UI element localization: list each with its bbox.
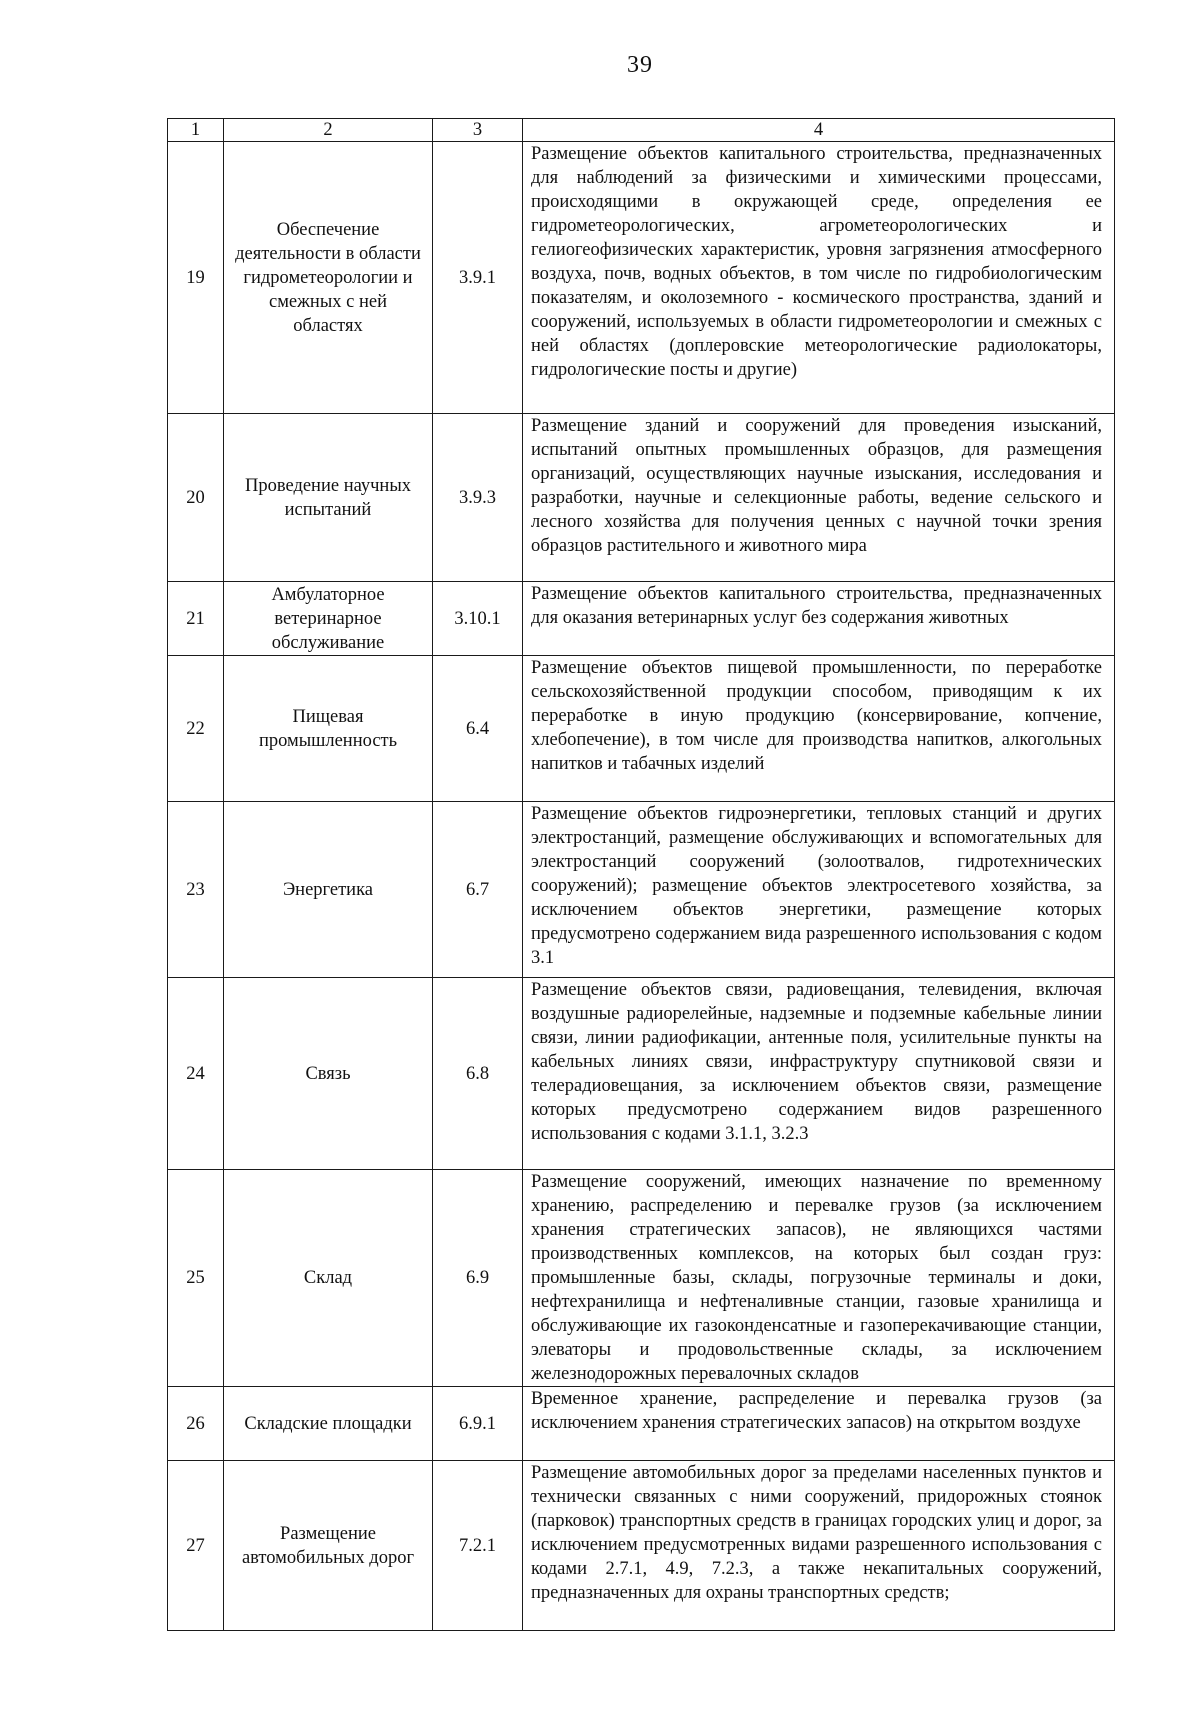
- header-cell-1: 1: [168, 119, 224, 142]
- use-type-name: Складские площадки: [224, 1387, 433, 1461]
- header-cell-4: 4: [523, 119, 1115, 142]
- use-type-description: Размещение объектов капитального строительства, предназначенных для оказания ветеринарных услуг без содержания животных: [523, 582, 1115, 656]
- row-number: 22: [168, 656, 224, 802]
- use-type-code: 6.9: [433, 1170, 523, 1387]
- use-type-code: 6.7: [433, 802, 523, 978]
- use-type-code: 3.10.1: [433, 582, 523, 656]
- use-type-code: 6.8: [433, 978, 523, 1170]
- table-row: [168, 1461, 1115, 1631]
- row-number: 26: [168, 1387, 224, 1461]
- use-type-name: Амбулаторное ветеринарное обслуживание: [224, 582, 433, 656]
- table-row: [168, 142, 1115, 414]
- use-type-code: 3.9.1: [433, 142, 523, 414]
- row-number: 19: [168, 142, 224, 414]
- use-type-description: Размещение объектов капитального строительства, предназначенных для наблюдений за физическими и химическими процессами, происходящими в окружающей среде, определения ее гидрометеорологических, агрометеорологических и гелиогеофизических характеристик, уровня загрязнения атмосферного воздуха, почв, водных объектов, в том числе по гидробиологическим показателям, и околоземного - космического пространства, зданий и сооружений, используемых в области гидрометеорологии и смежных с ней областях (доплеровские метеорологические радиолокаторы, гидрологические посты и другие): [523, 142, 1115, 414]
- use-type-description: Временное хранение, распределение и перевалка грузов (за исключением хранения стратегических запасов) на открытом воздухе: [523, 1387, 1115, 1461]
- row-number: 20: [168, 414, 224, 582]
- row-number: 23: [168, 802, 224, 978]
- row-number: 21: [168, 582, 224, 656]
- table-row: [168, 656, 1115, 802]
- use-type-name: Обеспечение деятельности в области гидрометеорологии и смежных с ней областях: [224, 142, 433, 414]
- use-type-name: Энергетика: [224, 802, 433, 978]
- use-type-description: Размещение зданий и сооружений для проведения изысканий, испытаний опытных промышленных образцов, для размещения организаций, осуществляющих научные изыскания, исследования и разработки, научные и селекционные работы, ведение сельского и лесного хозяйства для получения ценных с научной точки зрения образцов растительного и животного мира: [523, 414, 1115, 582]
- use-type-name: Проведение научных испытаний: [224, 414, 433, 582]
- row-number: 25: [168, 1170, 224, 1387]
- page-number: 39: [627, 52, 653, 78]
- use-type-name: Склад: [224, 1170, 433, 1387]
- use-type-code: 7.2.1: [433, 1461, 523, 1631]
- row-number: 24: [168, 978, 224, 1170]
- table-row: [168, 582, 1115, 656]
- use-type-code: 3.9.3: [433, 414, 523, 582]
- table-row: [168, 414, 1115, 582]
- land-use-table: [167, 118, 1115, 1631]
- table-row: [168, 1170, 1115, 1387]
- row-number: 27: [168, 1461, 224, 1631]
- use-type-description: Размещение объектов пищевой промышленности, по переработке сельскохозяйственной продукции способом, приводящим к их переработке в иную продукцию (консервирование, копчение, хлебопечение), в том числе для производства напитков, алкогольных напитков и табачных изделий: [523, 656, 1115, 802]
- header-cell-3: 3: [433, 119, 523, 142]
- use-type-description: Размещение сооружений, имеющих назначение по временному хранению, распределению и перевалке грузов (за исключением хранения стратегических запасов), не являющихся частями производственных комплексов, на которых был создан груз: промышленные базы, склады, погрузочные терминалы и доки, нефтехранилища и нефтеналивные станции, газовые хранилища и обслуживающие их газоконденсатные и газоперекачивающие станции, элеваторы и продовольственные склады, за исключением железнодорожных перевалочных складов: [523, 1170, 1115, 1387]
- use-type-name: Пищевая промышленность: [224, 656, 433, 802]
- use-type-name: Размещение автомобильных дорог: [224, 1461, 433, 1631]
- use-type-description: Размещение автомобильных дорог за пределами населенных пунктов и технически связанных с ними сооружений, придорожных стоянок (парковок) транспортных средств в границах городских улиц и дорог, за исключением предусмотренных видами разрешенного использования с кодами 2.7.1, 4.9, 7.2.3, а также некапитальных сооружений, предназначенных для охраны транспортных средств;: [523, 1461, 1115, 1631]
- table-row: [168, 978, 1115, 1170]
- header-cell-2: 2: [224, 119, 433, 142]
- table-row: [168, 1387, 1115, 1461]
- use-type-description: Размещение объектов связи, радиовещания, телевидения, включая воздушные радиорелейные, надземные и подземные кабельные линии связи, линии радиофикации, антенные поля, усилительные пункты на кабельных линиях связи, инфраструктуру спутниковой связи и телерадиовещания, за исключением объектов связи, размещение которых предусмотрено содержанием видов разрешенного использования с кодами 3.1.1, 3.2.3: [523, 978, 1115, 1170]
- use-type-description: Размещение объектов гидроэнергетики, тепловых станций и других электростанций, размещение обслуживающих и вспомогательных для электростанций сооружений (золоотвалов, гидротехнических сооружений); размещение объектов электросетевого хозяйства, за исключением объектов энергетики, размещение которых предусмотрено содержанием вида разрешенного использования с кодом 3.1: [523, 802, 1115, 978]
- use-type-code: 6.9.1: [433, 1387, 523, 1461]
- table-header-row: [168, 119, 1115, 142]
- table-row: [168, 802, 1115, 978]
- use-type-code: 6.4: [433, 656, 523, 802]
- use-type-name: Связь: [224, 978, 433, 1170]
